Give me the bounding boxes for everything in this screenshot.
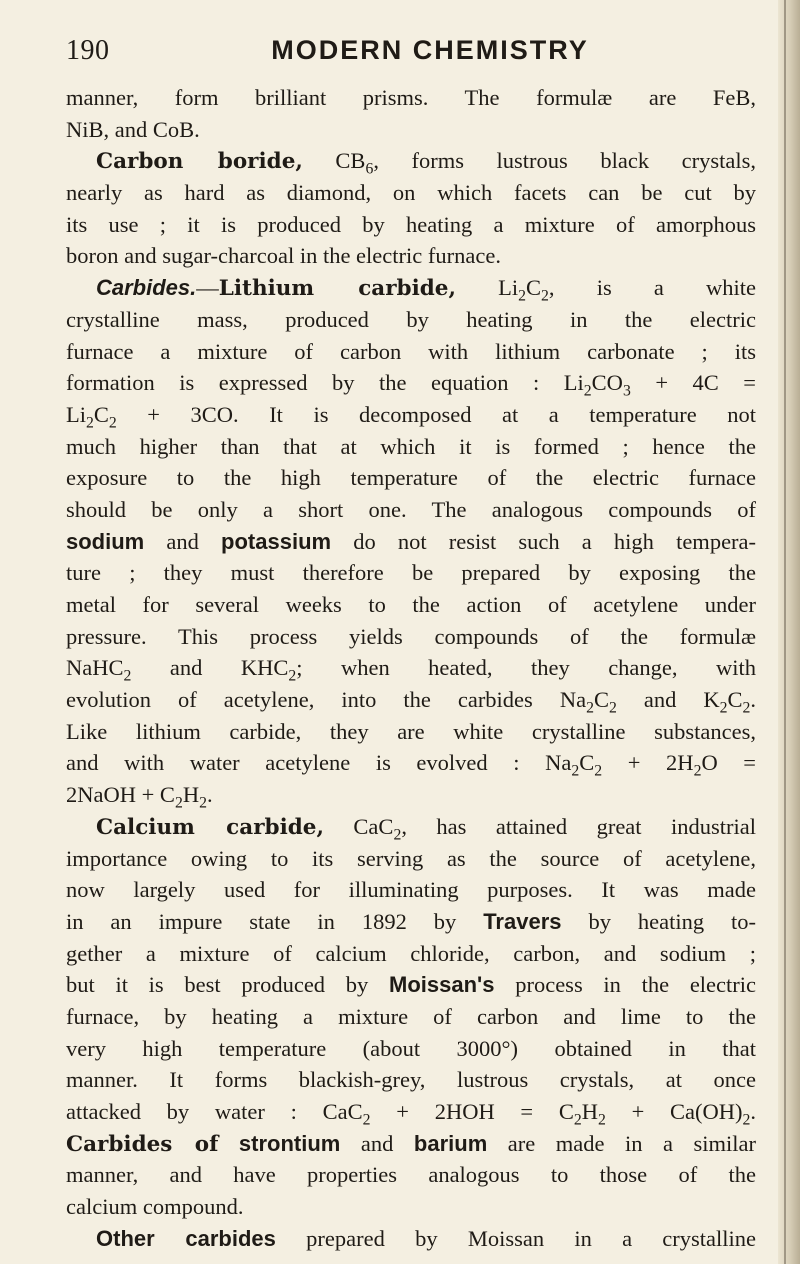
text-line: $Li_2C_2 + 3CO$. It is decomposed at a temperature not xyxy=(66,401,756,432)
text-line: Like lithium carbide, they are white crystalline substances, xyxy=(66,718,756,744)
text-line: calcium compound. xyxy=(66,1194,244,1220)
formula-nahc2: NaHC$_2$ xyxy=(66,655,132,685)
equation-sodium-carbide: $Na_2C_2 + 2H_2O$ = xyxy=(545,750,756,780)
text-line: boron and sugar-charcoal in the electric furnace. xyxy=(66,243,501,269)
page-edge-shadow xyxy=(778,0,800,1264)
term-barium: barium xyxy=(413,1130,488,1156)
formula-khc2: $KHC_2$ xyxy=(240,655,297,685)
text-line: crystalline mass, produced by heating in the electric xyxy=(66,306,756,332)
term-potassium: potassium xyxy=(221,528,332,554)
text-line: manner. It forms blackish-grey, lustrous crystals, at once xyxy=(66,1067,756,1093)
body-text xyxy=(66,82,756,1254)
text-line: ture ; they must therefore be prepared by exposing the xyxy=(66,560,756,586)
text-line: furnace a mixture of carbon with lithium carbonate ; its xyxy=(66,338,756,364)
text-line: NiB, and CoB. xyxy=(66,116,200,142)
text-line: attacked by water : $CaC_2 + 2HOH = C_2H_2 + Ca(OH)_2$. xyxy=(66,1099,757,1129)
text-line: very high temperature (about 3000°) obtained in that xyxy=(66,1035,756,1061)
page-edge-line xyxy=(784,0,786,1264)
text-line: evolution of acetylene, into the carbides $Na_2C_2$ and $K_2C_2$. xyxy=(66,687,757,717)
term-travers: Travers xyxy=(483,908,562,934)
heading-carbides-of: Carbides of xyxy=(66,1131,219,1157)
formula-li2c2: $Li_2C_2$, xyxy=(498,275,555,305)
formula-cac2: CaC$_2$, xyxy=(353,813,407,844)
text-line: exposure to the high temperature of the electric furnace xyxy=(66,465,756,491)
heading-carbides: Carbides. xyxy=(96,275,197,301)
text-line: manner, form brilliant prisms. The formulæ are FeB, xyxy=(66,85,756,110)
text-line: and with water acetylene is evolved : $Na_2C_2 + 2H_2O$ = xyxy=(66,750,756,780)
text-line: should be only a short one. The analogous compounds of xyxy=(66,496,756,522)
running-title: MODERN CHEMISTRY xyxy=(271,35,589,65)
text-line: sodium and potassium do not resist such a high tempera- xyxy=(66,528,757,554)
paragraph-carbides: Carbides.—Lithium carbide, $Li_2C_2$, is a white xyxy=(96,275,757,305)
text-line: its use ; it is produced by heating a mixture of amorphous xyxy=(66,211,756,237)
text-line: much higher than that at which it is formed ; hence the xyxy=(66,433,756,459)
text-line: manner, and have properties analogous to those of the xyxy=(66,1162,756,1188)
formula-cb6: $CB_6$, xyxy=(335,148,379,178)
heading-lithium-carbide: Lithium carbide, xyxy=(218,276,456,302)
paragraph-other-carbides: Other carbides prepared by Moissan in a crystalline xyxy=(96,1225,757,1251)
heading-carbon-boride: Carbon boride, xyxy=(96,149,303,175)
text-line: formation is expressed by the equation : $Li_2CO_3 + 4C$ = xyxy=(66,370,756,400)
text-line: Carbides of strontium and barium are made in a similar xyxy=(66,1130,757,1157)
term-moissans: Moissan's xyxy=(389,972,495,998)
term-sodium: sodium xyxy=(66,528,145,554)
text-line: importance owing to its serving as the source of acetylene, xyxy=(66,845,756,871)
equation-calcium-carbide: $CaC_2 + 2HOH = C_2H_2 + Ca(OH)_2$. xyxy=(322,1099,757,1129)
paragraph-carbon-boride: Carbon boride, $CB_6$, forms lustrous black crystals, xyxy=(96,148,756,178)
paragraph-calcium-carbide: Calcium carbide, CaC$_2$, has attained great industrial xyxy=(96,813,757,844)
text-line: now largely used for illuminating purposes. It was made xyxy=(66,877,756,903)
equation-lithium-carbide: $Li_2CO_3 + 4C$ = xyxy=(563,370,756,400)
text-line: pressure. This process yields compounds of the formulæ xyxy=(66,623,756,649)
text-line: furnace, by heating a mixture of carbon and lime to the xyxy=(66,1003,756,1029)
text-line: but it is best produced by Moissan's process in the electric xyxy=(66,972,757,998)
text-line: nearly as hard as diamond, on which facets can be cut by xyxy=(66,180,756,206)
text-line: metal for several weeks to the action of acetylene under xyxy=(66,592,756,617)
term-strontium: strontium xyxy=(238,1130,341,1156)
page-number: 190 xyxy=(66,35,110,66)
formula-na2c2: $Na_2C_2$ xyxy=(559,687,617,717)
formula-k2c2: $K_2C_2$. xyxy=(703,687,757,717)
heading-other-carbides: Other carbides xyxy=(96,1225,276,1251)
heading-calcium-carbide: Calcium carbide, xyxy=(96,814,324,840)
text-line: gether a mixture of calcium chloride, carbon, and sodium ; xyxy=(66,940,756,966)
equation-sodium-carbide-cont: 2NaOH + $C_2H_2$. xyxy=(66,782,213,812)
text-line: in an impure state in 1892 by Travers by heating to- xyxy=(66,908,757,934)
text-line: NaHC$_2$ and $KHC_2$; when heated, they change, with xyxy=(66,655,757,685)
text-line xyxy=(66,779,756,811)
equation-lithium-carbide-cont: $Li_2C_2 + 3CO$. xyxy=(66,401,239,432)
